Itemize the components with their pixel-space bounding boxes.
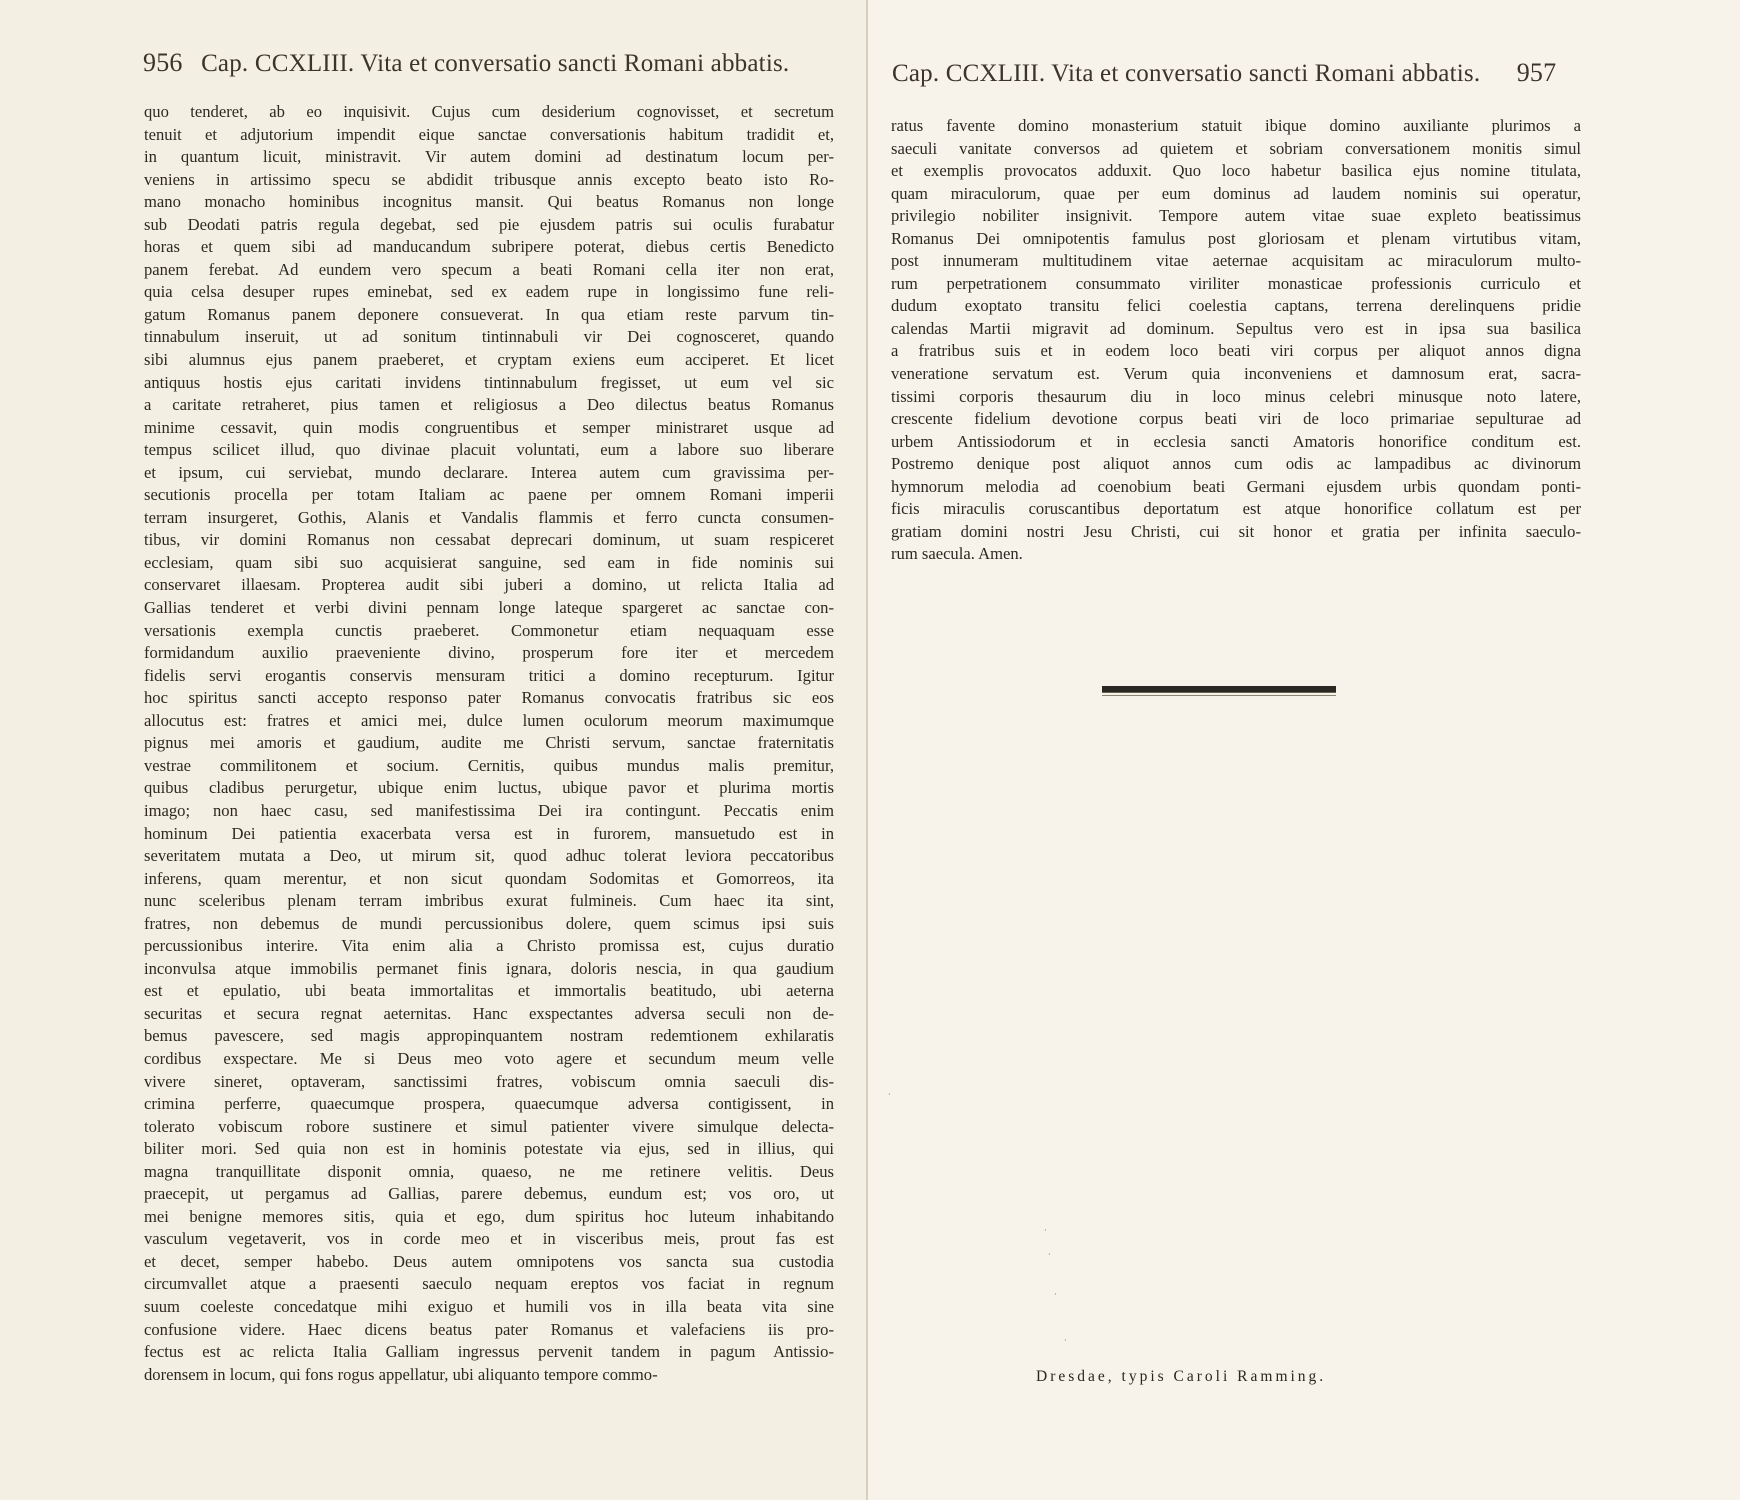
text-line: sub Deodati patris regula degebat, sed pie ejusdem patris sui oculis furabatur	[144, 214, 834, 234]
text-line: a fratribus suis et in eodem loco beati viri corpus per aliquot annos digna	[891, 341, 1581, 361]
text-line: antiquus hostis ejus caritati invidens tintinnabulum fregisset, ut eum vel sic	[144, 372, 834, 392]
text-line: terram insurgeret, Gothis, Alanis et Vandalis flammis et ferro cuncta consumen-	[144, 507, 834, 527]
left-running-head	[143, 48, 833, 78]
text-line: fectus est ac relicta Italia Galliam ingressus pervenit tandem in pagum Antissio-	[144, 1342, 834, 1362]
text-line: in quantum licuit, ministravit. Vir autem domini ad destinatum locum per-	[144, 147, 834, 167]
text-line: et ipsum, cui serviebat, mundo declarare. Interea autem cum gravissima per-	[144, 462, 834, 482]
text-line: pignus mei amoris et gaudium, audite me Christi servum, sanctae fraternitatis	[144, 733, 834, 753]
text-line: ratus favente domino monasterium statuit ibique domino auxiliante plurimos a	[891, 116, 1581, 135]
text-line: dorensem in locum, qui fons rogus appellatur, ubi aliquanto tempore commo-	[144, 1364, 658, 1384]
text-line: et exemplis provocatos adduxit. Quo loco habetur basilica ejus nomine titulata,	[891, 161, 1581, 181]
text-line: magna tranquillitate disponit omnia, quaeso, ne me retinere velitis. Deus	[144, 1161, 834, 1181]
text-line: dudum exoptato transitu felici coelestia captans, terrena derelinquens pridie	[891, 296, 1581, 316]
text-line: vestrae commilitonem et socium. Cernitis, quibus mundus malis premitur,	[144, 755, 834, 775]
text-line: post innumeram multitudinem vitae aeternae acquisitam ac miraculorum multo-	[891, 251, 1581, 271]
text-line: hoc spiritus sancti accepto responso pater Romanus convocatis fratribus sic eos	[144, 688, 834, 708]
print-speck: ·	[1048, 1250, 1051, 1260]
text-line: rum saecula. Amen.	[891, 544, 1023, 564]
text-line: biliter mori. Sed quia non est in hominis potestate via ejus, sed in illius, qui	[144, 1139, 834, 1159]
left-body-text	[144, 101, 834, 1386]
text-line: securitas et secura regnat aeternitas. Hanc exspectantes adversa seculi non de-	[144, 1003, 834, 1023]
print-speck: ·	[1064, 1336, 1067, 1346]
text-line: fratres, non debemus de mundi percussionibus dolere, quem scimus ipsi suis	[144, 913, 834, 933]
text-line: tibus, vir domini Romanus non cessabat deprecari dominum, ut suam respiceret	[144, 530, 834, 550]
text-line: secutionis procella per totam Italiam ac paene per omnem Romani imperii	[144, 485, 834, 505]
text-line: veneratione servatum est. Verum quia inconveniens et damnosum erat, sacra-	[891, 364, 1581, 384]
text-line: veniens in artissimo specu se abdidit tribusque annis excepto beato isto Ro-	[144, 169, 834, 189]
text-line: ficis miraculis coruscantibus deportatum est atque honorifice collatum est per	[891, 499, 1581, 519]
text-line: fidelis servi erogantis conservis mensuram tritici a domino recepturum. Igitur	[144, 665, 834, 685]
text-line: praecepit, ut pergamus ad Gallias, parere debemus, eundum est; vos oro, ut	[144, 1184, 834, 1204]
text-line: quia celsa desuper rupes eminebat, sed ex eadem rupe in longissimo fune reli-	[144, 282, 834, 302]
text-line: quo tenderet, ab eo inquisivit. Cujus cum desiderium cognovisset, et secretum	[144, 102, 834, 121]
text-line: severitatem mutata a Deo, ut mirum sit, quod adhuc tolerat leviora peccatoribus	[144, 846, 834, 866]
text-line: formidandum auxilio praeveniente divino, prosperum fore iter et mercedem	[144, 643, 834, 663]
right-page-number: 957	[1516, 58, 1557, 87]
left-running-title: Cap. CCXLIII. Vita et conversatio sancti Romani abbatis.	[201, 50, 790, 77]
print-speck: ·	[1044, 1226, 1047, 1236]
ornament-rule	[1102, 686, 1336, 693]
text-line: inconvulsa atque immobilis permanet finis ignara, doloris nescia, in qua gaudium	[144, 958, 834, 978]
text-line: allocutus est: fratres et amici mei, dulce lumen oculorum meorum maximumque	[144, 710, 834, 730]
text-line: panem ferebat. Ad eundem vero specum a beati Romani cella iter non erat,	[144, 259, 834, 279]
text-line: tinnabulum inseruit, ut ad sonitum tintinnabuli vir Dei cognosceret, quando	[144, 327, 834, 347]
text-line: crescente fidelium devotione corpus beati viri de loco primariae sepulturae ad	[891, 409, 1581, 429]
right-running-head	[892, 58, 1602, 88]
text-line: saeculi vanitate conversos ad quietem et sobriam conversationem monitis simul	[891, 138, 1581, 158]
right-body-text	[891, 115, 1581, 566]
text-line: confusione videre. Haec dicens beatus pater Romanus et valefaciens iis pro-	[144, 1319, 834, 1339]
text-line: nunc sceleribus plenam terram imbribus exurat fulmineis. Cum haec ita sint,	[144, 891, 834, 911]
right-running-title: Cap. CCXLIII. Vita et conversatio sancti Romani abbatis.	[892, 60, 1481, 87]
text-line: horas et quem sibi ad manducandum subripere poterat, diebus certis Benedicto	[144, 237, 834, 257]
text-line: versationis exempla cunctis praeberet. Commonetur etiam nequaquam esse	[144, 620, 834, 640]
print-speck: ·	[888, 1090, 891, 1100]
text-line: bemus pavescere, sed magis appropinquantem nostram redemtionem exhilaratis	[144, 1026, 834, 1046]
text-line: hominum Dei patientia exacerbata versa est in furorem, mansuetudo est in	[144, 823, 834, 843]
text-line: tolerato vobiscum robore sustinere et simul patienter vivere simulque delecta-	[144, 1116, 834, 1136]
text-line: tissimi corporis thesaurum diu in loco minus celebri minusque noto latere,	[891, 386, 1581, 406]
text-line: privilegio nobiliter insignivit. Tempore autem vitae suae expleto beatissimus	[891, 206, 1581, 226]
text-line: conservaret illaesam. Propterea audit sibi juberi a domino, ut relicta Italia ad	[144, 575, 834, 595]
text-line: circumvallet atque a praesenti saeculo nequam ereptos vos faciat in regnum	[144, 1274, 834, 1294]
text-line: vasculum vegetaverit, vos in corde meo et in visceribus meis, prout fas est	[144, 1229, 834, 1249]
left-page-number: 956	[143, 48, 183, 77]
text-line: Postremo denique post aliquot annos cum odis ac lampadibus ac divinorum	[891, 454, 1581, 474]
text-line: Romanus Dei omnipotentis famulus post gloriosam et plenam virtutibus vitam,	[891, 228, 1581, 248]
text-line: a caritate retraheret, pius tamen et religiosus a Deo dilectus beatus Romanus	[144, 395, 834, 415]
text-line: est et epulatio, ubi beata immortalitas et immortalis beatitudo, ubi aeterna	[144, 981, 834, 1001]
text-line: et decet, semper habebo. Deus autem omnipotens vos sancta sua custodia	[144, 1251, 834, 1271]
text-line: vivere sineret, optaveram, sanctissimi fratres, vobiscum omnia saeculi dis-	[144, 1071, 834, 1091]
text-line: tempus scilicet illud, quo divinae placuit voluntati, eum a labore suo liberare	[144, 440, 834, 460]
text-line: percussionibus interire. Vita enim alia a Christo promissa est, cujus duratio	[144, 936, 834, 956]
text-line: suum coeleste concedatque mihi exiguo et humili vos in illa beata vita sine	[144, 1296, 834, 1316]
text-line: mei benigne memores sitis, quia et ego, dum spiritus hoc luteum inhabitando	[144, 1206, 834, 1226]
text-line: calendas Martii migravit ad dominum. Sepultus vero est in ipsa sua basilica	[891, 318, 1581, 338]
text-line: quibus cladibus perurgetur, ubique enim luctus, ubique pavor et plurima mortis	[144, 778, 834, 798]
text-line: gatum Romanus panem deponere consueverat. In qua etiam reste parvum tin-	[144, 304, 834, 324]
printer-imprint: Dresdae, typis Caroli Ramming.	[1036, 1368, 1327, 1385]
text-line: crimina perferre, quaecumque prospera, quaecumque adversa contigissent, in	[144, 1094, 834, 1114]
text-line: imago; non haec casu, sed manifestissima Dei ira contingunt. Peccatis enim	[144, 800, 834, 820]
text-line: cordibus exspectare. Me si Deus meo voto agere et secundum meum velle	[144, 1048, 834, 1068]
text-line: rum perpetrationem consummato viriliter monasticae professionis curriculo et	[891, 273, 1581, 293]
text-line: ecclesiam, quam sibi suo acquisierat sanguine, sed eam in fide nominis sui	[144, 552, 834, 572]
text-line: urbem Antissiodorum et in ecclesia sancti Amatoris honorifice conditum est.	[891, 431, 1581, 451]
print-speck: ·	[1054, 1290, 1057, 1300]
text-line: hymnorum melodia ad coenobium beati Germani ejusdem urbis quondam ponti-	[891, 476, 1581, 496]
text-line: gratiam domini nostri Jesu Christi, cui sit honor et gratia per infinita saeculo-	[891, 521, 1581, 541]
text-line: Gallias tenderet et verbi divini pennam longe lateque spargeret ac sanctae con-	[144, 598, 834, 618]
left-page	[0, 0, 868, 1500]
text-line: quam miraculorum, quae per eum dominus ad laudem nominis sui operatur,	[891, 183, 1581, 203]
text-line: minime cessavit, quin modis congruentibus et semper ministraret usque ad	[144, 417, 834, 437]
text-line: inferens, quam merentur, et non sicut quondam Sodomitas et Gomorreos, ita	[144, 868, 834, 888]
text-line: mano monacho hominibus incognitus mansit. Qui beatus Romanus non longe	[144, 192, 834, 212]
right-page	[868, 0, 1740, 1500]
text-line: tenuit et adjutorium impendit eique sanctae conversationis habitum tradidit et,	[144, 124, 834, 144]
text-line: sibi alumnus ejus panem praeberet, et cryptam exiens eum acciperet. Et licet	[144, 350, 834, 370]
